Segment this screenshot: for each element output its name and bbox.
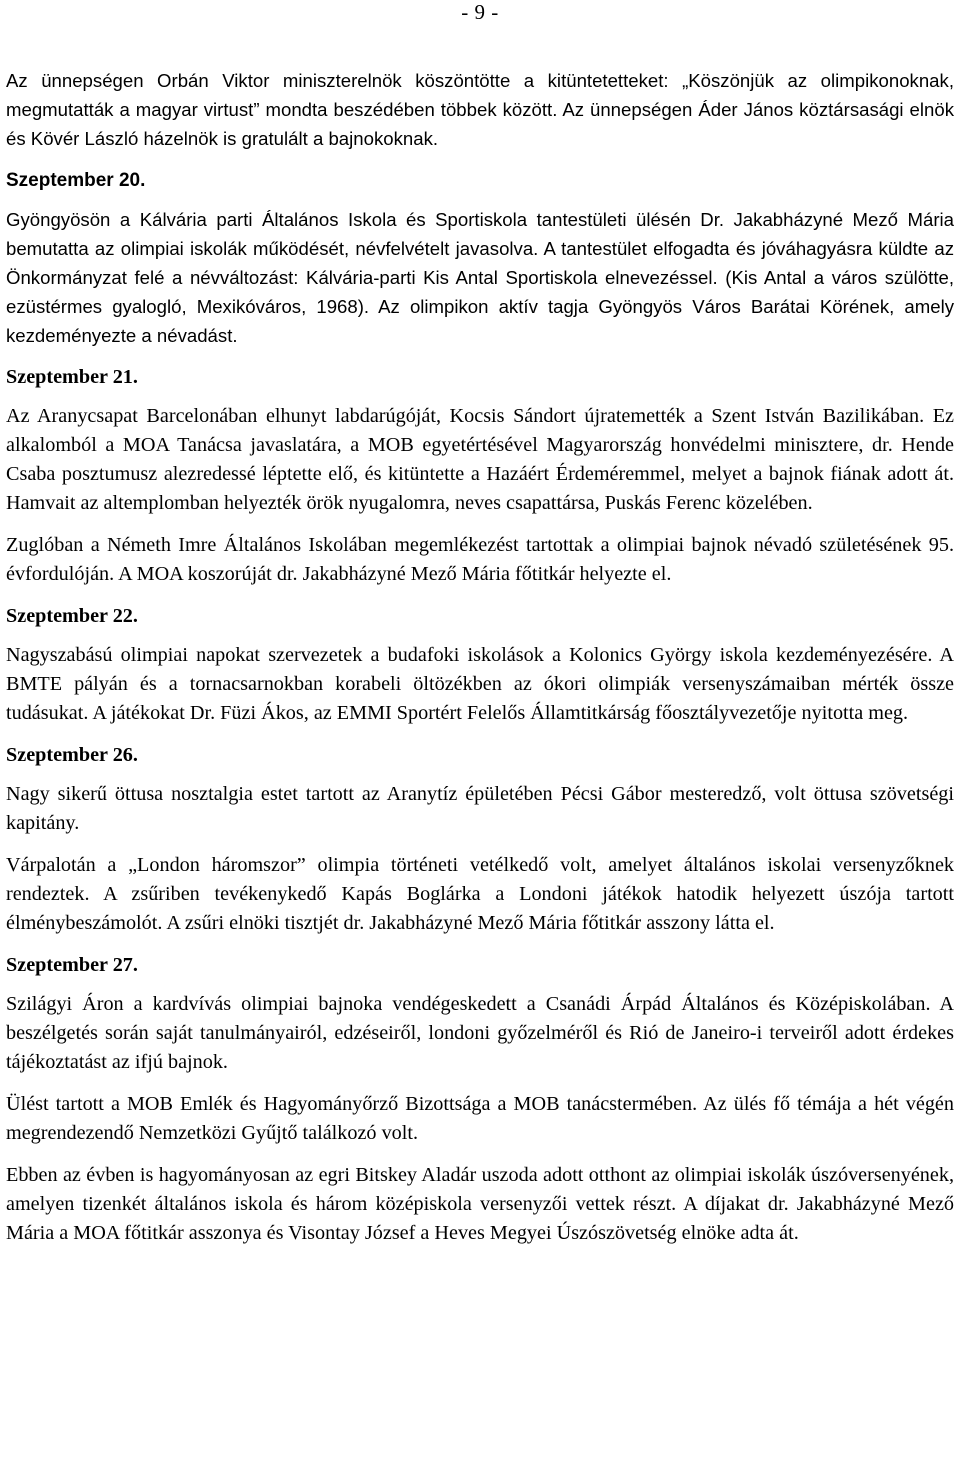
paragraph-gyongyos-school: Gyöngyösön a Kálvária parti Általános Iskola és Sportiskola tantestületi ülésén Dr. Jakabházyné Mező Mária bemutatta az olimpiai iskolák működését, névfelvételt javasolva. A tantestület elfogadta és jóváhagyásra küldte az Önkormányzat felé a névváltozást: Kálvária-parti Kis Antal Sportiskola elnevezéssel. (Kis Antal a város szülötte, ezüstérmes gyalogló, Mexikóváros, 1968). Az olimpikon aktív tagja Gyöngyös Város Barátai Körének, amely kezdeményezte a névadást. bbox=[6, 209, 954, 346]
document-body bbox=[6, 66, 954, 1261]
paragraph-budafok-olympic-days: Nagyszabású olimpiai napokat szervezetek a budafoki iskolások a Kolonics György iskola kezdeményezésére. A BMTE pályán és a tornacsarnokban korabeli öltözékben az ókori olimpiák versenyszámaiban mérték össze tudásukat. A játékokat Dr. Füzi Ákos, az EMMI Sportért Felelős Államtitkárság főosztályvezetője nyitotta meg. bbox=[6, 644, 954, 724]
date-heading-sept-27: Szeptember 27. bbox=[6, 954, 138, 976]
page-number: - 9 - bbox=[461, 0, 499, 24]
paragraph-pentathlon-evening: Nagy sikerű öttusa nosztalgia estet tartott az Aranytíz épületében Pécsi Gábor mesteredző, volt öttusa szövetségi kapitány. bbox=[6, 783, 954, 834]
paragraph-kocsis-reburial: Az Aranycsapat Barcelonában elhunyt labdarúgóját, Kocsis Sándort újratemették a Szent István Bazilikában. Ez alkalomból a MOA Tanácsa javaslatára, a MOB egyetértésével Magyarország honvédelmi minisztere, dr. Hende Csaba posztumusz alezredessé léptette elő, és kitüntette a Hazáért Érdeméremmel, melyet a bajnok fiának adott át. Hamvait az altemplomban helyezték örök nyugalomra, neves csapattársa, Puskás Ferenc közelében. bbox=[6, 405, 954, 514]
date-heading-sept-22: Szeptember 22. bbox=[6, 605, 138, 627]
date-heading-sept-21: Szeptember 21. bbox=[6, 366, 138, 388]
paragraph-zuglo-commemoration: Zuglóban a Németh Imre Általános Iskolában megemlékezést tartottak a olimpiai bajnok névadó születésének 95. évfordulóján. A MOA koszorúját dr. Jakabházyné Mező Mária főtitkár helyezte el. bbox=[6, 534, 954, 585]
paragraph-award-ceremony: Az ünnepségen Orbán Viktor miniszterelnök köszöntötte a kitüntetetteket: „Köszönjük az olimpikonoknak, megmutatták a magyar virtust” mondta beszédében többek között. Az ünnepségen Áder János köztársasági elnök és Kövér László házelnök is gratulált a bajnokoknak. bbox=[6, 70, 954, 149]
date-heading-sept-26: Szeptember 26. bbox=[6, 744, 138, 766]
paragraph-szilagyi-visit: Szilágyi Áron a kardvívás olimpiai bajnoka vendégeskedett a Csanádi Árpád Általános és Középiskolában. A beszélgetés során saját tanulmányairól, edzéseiről, londoni győzelméről és Rió de Janeiro-i terveiről adott érdekes tájékoztatást az ifjú bajnok. bbox=[6, 993, 954, 1073]
paragraph-varpalota-quiz: Várpalotán a „London háromszor” olimpia történeti vetélkedő volt, amelyet általános iskolai versenyzőknek rendeztek. A zsűriben tevékenykedő Kapás Boglárka a Londoni játékok hatodik helyezett úszója tartott élménybeszámolót. A zsűri elnöki tisztjét dr. Jakabházyné Mező Mária főtitkár asszony látta el. bbox=[6, 854, 954, 934]
date-heading-sept-20: Szeptember 20. bbox=[6, 170, 146, 191]
paragraph-eger-swimming: Ebben az évben is hagyományosan az egri Bitskey Aladár uszoda adott otthont az olimpiai iskolák úszóversenyének, amelyen tizenkét általános iskola és három középiskola versenyzői vettek részt. A díjakat dr. Jakabházyné Mező Mária a MOA főtitkár asszonya és Visontay József a Heves Megyei Úszószövetség elnöke adta át. bbox=[6, 1164, 954, 1244]
paragraph-mob-committee: Ülést tartott a MOB Emlék és Hagyományőrző Bizottsága a MOB tanácstermében. Az ülés fő témája a hét végén megrendezendő Nemzetközi Gyűjtő találkozó volt. bbox=[6, 1093, 954, 1144]
